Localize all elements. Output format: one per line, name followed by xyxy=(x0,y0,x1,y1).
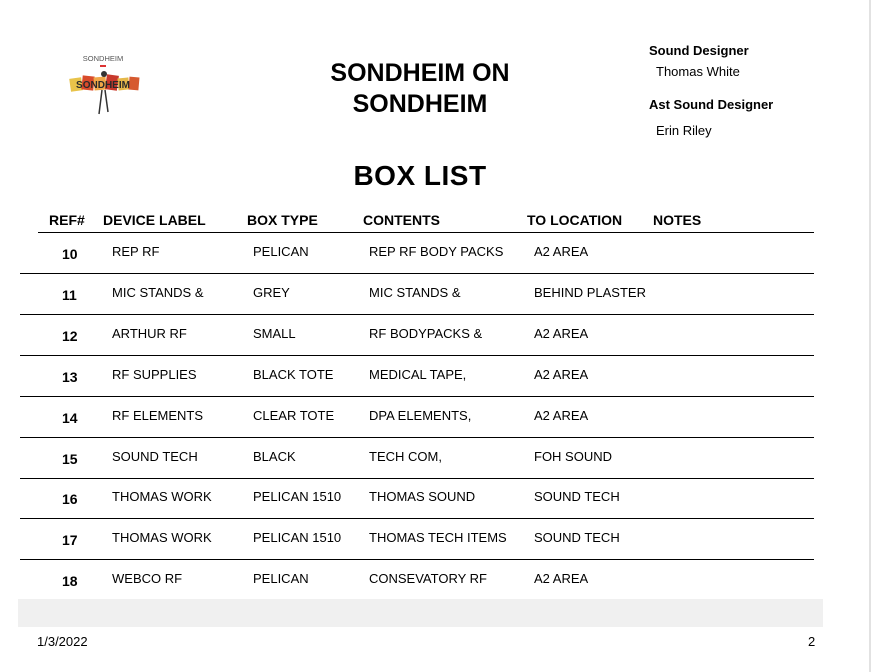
col-header-contents: CONTENTS xyxy=(363,212,440,228)
cell-box-type: GREY xyxy=(253,285,290,300)
cell-to-location: FOH SOUND xyxy=(534,449,612,464)
cell-device-label: THOMAS WORK xyxy=(112,489,212,504)
logo-top-text: SONDHEIM xyxy=(82,54,124,63)
cell-to-location: SOUND TECH xyxy=(534,530,620,545)
table-row xyxy=(0,397,871,438)
ast-sound-designer-label: Ast Sound Designer xyxy=(649,97,774,112)
cell-box-type: BLACK TOTE xyxy=(253,367,334,382)
table-row xyxy=(0,438,871,479)
cell-box-type: PELICAN 1510 xyxy=(253,489,342,504)
cell-ref: 14 xyxy=(62,410,78,426)
cell-device-label: THOMAS WORK xyxy=(112,530,212,545)
sound-designer-label: Sound Designer xyxy=(649,43,749,58)
cell-ref: 17 xyxy=(62,532,78,548)
cell-to-location: A2 AREA xyxy=(534,326,589,341)
cell-device-label: REP RF xyxy=(112,244,160,259)
cell-contents: MEDICAL TAPE, xyxy=(369,367,467,382)
ast-sound-designer-name: Erin Riley xyxy=(656,123,712,138)
cell-box-type: PELICAN xyxy=(253,571,309,586)
table-row xyxy=(0,233,871,274)
cell-ref: 16 xyxy=(62,491,78,507)
cell-device-label: WEBCO RF xyxy=(112,571,183,586)
cell-device-label: RF ELEMENTS xyxy=(112,408,204,423)
table-row xyxy=(0,560,871,601)
show-title xyxy=(300,58,540,120)
cell-contents: MIC STANDS & xyxy=(369,285,461,300)
table-row xyxy=(0,519,871,560)
show-logo xyxy=(62,52,144,122)
cell-box-type: BLACK xyxy=(253,449,296,464)
cell-contents: REP RF BODY PACKS xyxy=(369,244,504,259)
cell-box-type: PELICAN xyxy=(253,244,309,259)
cell-ref: 15 xyxy=(62,451,78,467)
logo-main-text: SONDHEIM xyxy=(76,80,130,91)
col-header-ref: REF# xyxy=(49,212,85,228)
footer-date: 1/3/2022 xyxy=(37,634,88,649)
cell-ref: 10 xyxy=(62,246,78,262)
col-header-device-label: DEVICE LABEL xyxy=(103,212,206,228)
cell-to-location: BEHIND PLASTER xyxy=(534,285,646,300)
cell-to-location: SOUND TECH xyxy=(534,489,620,504)
cell-contents: RF BODYPACKS & xyxy=(369,326,483,341)
show-title-line1: SONDHEIM ON xyxy=(330,59,510,87)
cell-ref: 13 xyxy=(62,369,78,385)
cell-box-type: SMALL xyxy=(253,326,296,341)
cell-device-label: SOUND TECH xyxy=(112,449,198,464)
cell-contents: THOMAS TECH ITEMS xyxy=(369,530,507,545)
empty-row-band xyxy=(18,599,823,627)
sound-designer-name: Thomas White xyxy=(656,64,740,79)
cell-device-label: ARTHUR RF xyxy=(112,326,187,341)
box-list-heading: BOX LIST xyxy=(353,160,487,191)
col-header-box-type: BOX TYPE xyxy=(247,212,318,228)
col-header-to-location: TO LOCATION xyxy=(527,212,623,228)
cell-contents: TECH COM, xyxy=(369,449,442,464)
cell-contents: THOMAS SOUND xyxy=(369,489,476,504)
table-row xyxy=(0,274,871,315)
cell-device-label: MIC STANDS & xyxy=(112,285,204,300)
table-row xyxy=(0,356,871,397)
cell-contents: DPA ELEMENTS, xyxy=(369,408,472,423)
cell-to-location: A2 AREA xyxy=(534,571,589,586)
cell-box-type: CLEAR TOTE xyxy=(253,408,335,423)
table-row xyxy=(0,478,871,519)
cell-to-location: A2 AREA xyxy=(534,367,589,382)
col-header-notes: NOTES xyxy=(653,212,702,228)
cell-device-label: RF SUPPLIES xyxy=(112,367,197,382)
cell-box-type: PELICAN 1510 xyxy=(253,530,342,545)
cell-to-location: A2 AREA xyxy=(534,408,589,423)
cell-ref: 12 xyxy=(62,328,78,344)
show-title-line2: SONDHEIM xyxy=(352,90,488,118)
cell-ref: 11 xyxy=(62,287,77,303)
cell-ref: 18 xyxy=(62,573,78,589)
cell-to-location: A2 AREA xyxy=(534,244,589,259)
cell-contents: CONSEVATORY RF xyxy=(369,571,487,586)
table-row xyxy=(0,315,871,356)
footer-page-number: 2 xyxy=(808,634,816,649)
